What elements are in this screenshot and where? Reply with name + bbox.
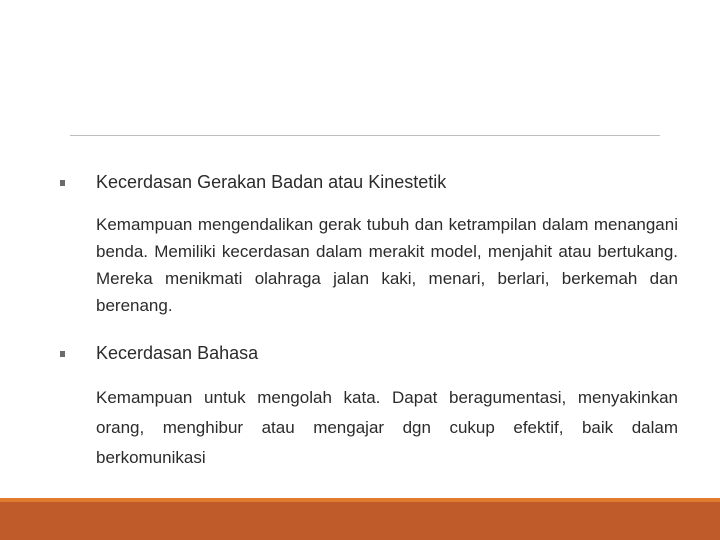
section-paragraph-bahasa: Kemampuan untuk mengolah kata. Dapat beragumentasi, menyakinkan orang, menghibur atau mengajar dgn cukup efektif, baik dalam berkomunikasi bbox=[96, 388, 678, 467]
section-heading-kinestetik: Kecerdasan Gerakan Badan atau Kinestetik bbox=[96, 172, 447, 192]
section-heading-bahasa: Kecerdasan Bahasa bbox=[96, 343, 259, 363]
square-bullet-icon bbox=[60, 180, 65, 186]
section-paragraph-kinestetik: Kemampuan mengendalikan gerak tubuh dan ketrampilan dalam menangani benda. Memiliki kecerdasan dalam merakit model, menjahit atau bertukang. Mereka menikmati olahraga jalan kaki, menari, berlari, berkemah dan berenang. bbox=[96, 215, 678, 315]
footer-bar bbox=[0, 502, 720, 540]
title-divider bbox=[70, 135, 660, 136]
square-bullet-icon bbox=[60, 351, 65, 357]
